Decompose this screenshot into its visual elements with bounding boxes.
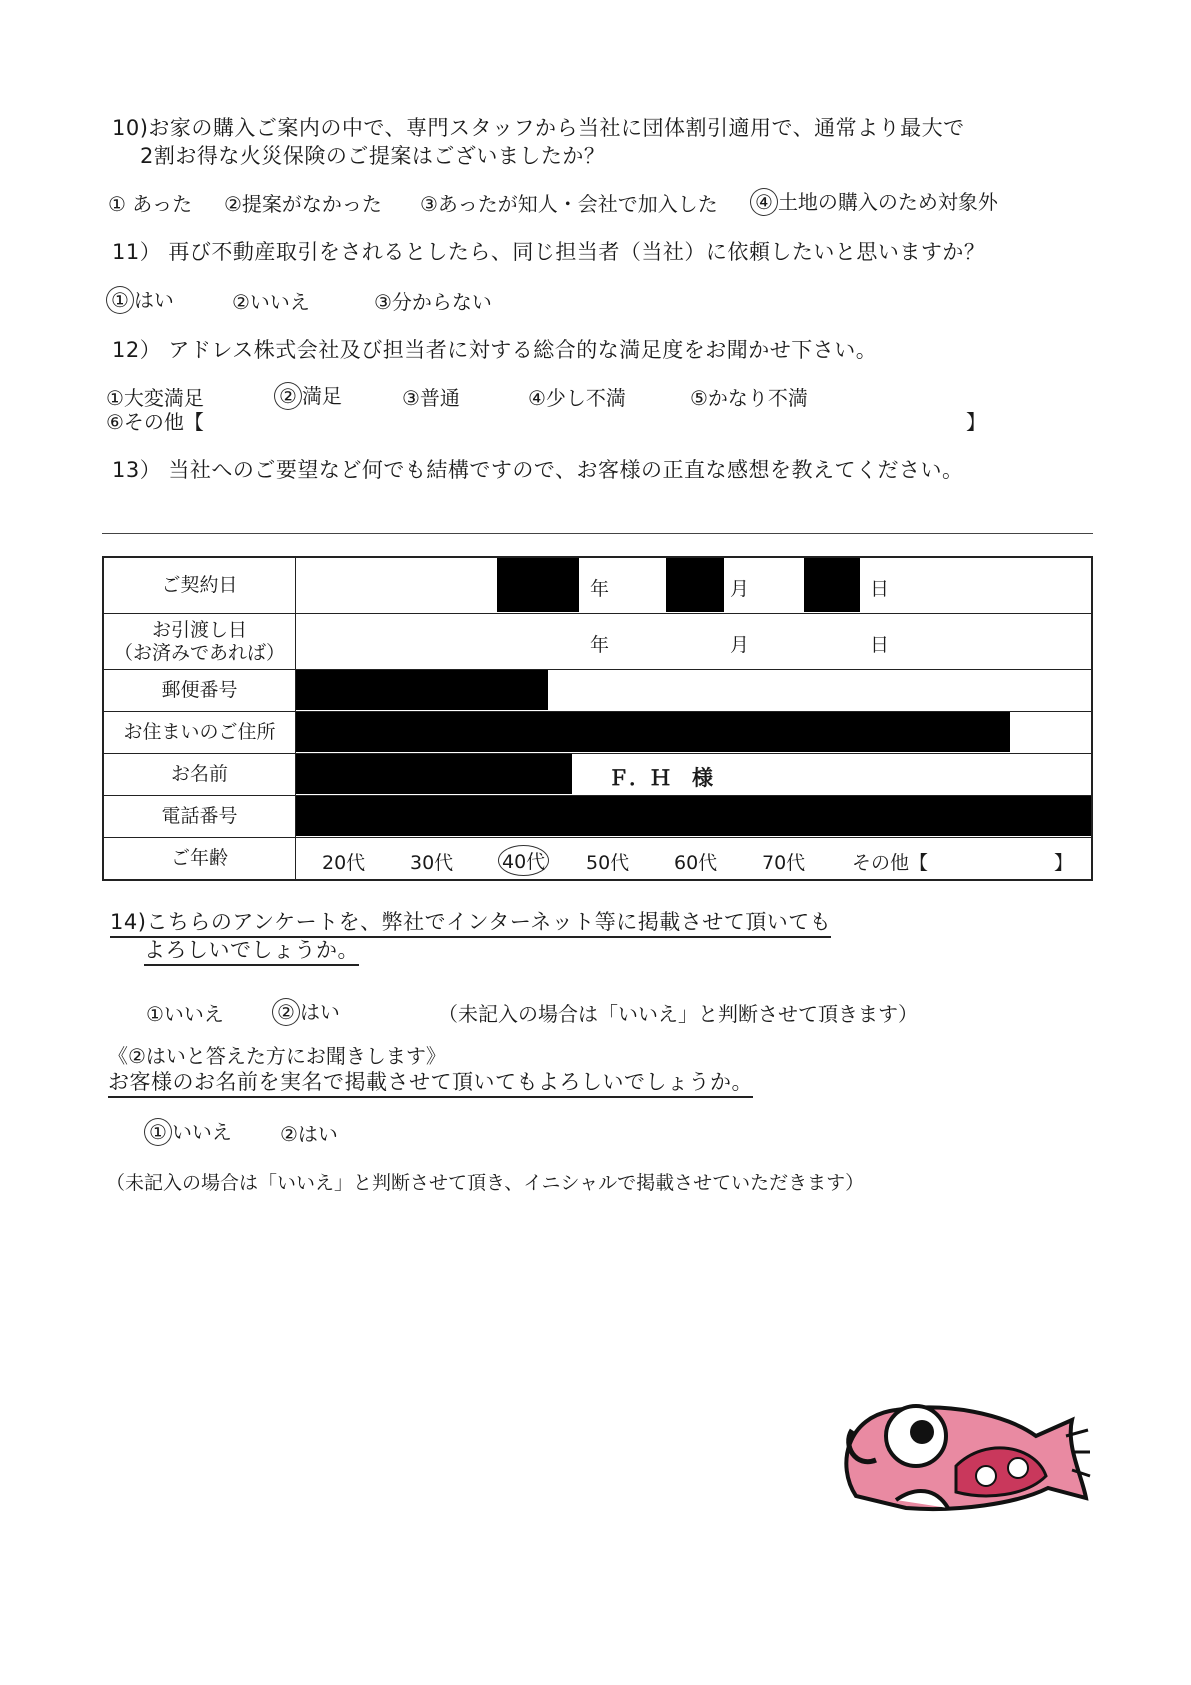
customer-info-table (102, 556, 1093, 881)
q14-line1-text: 14)こちらのアンケートを、弊社でインターネット等に掲載させて頂いても (110, 910, 831, 938)
followup-question (108, 1066, 753, 1096)
followup-option-1-mark: ① (144, 1118, 172, 1146)
age-option-other[interactable]: その他【 (852, 852, 929, 874)
handover-year-unit: 年 (590, 634, 610, 656)
followup-option-1-label: いいえ (171, 1120, 232, 1144)
q14-line2 (144, 934, 359, 964)
q12-option-2-mark: ② (274, 382, 302, 410)
followup-option-1[interactable] (144, 1116, 232, 1146)
redacted-phone (296, 796, 1091, 836)
handover-date-label-line1: お引渡し日 (151, 618, 247, 641)
row-name (104, 754, 1091, 796)
row-age (104, 838, 1091, 879)
q12-option-4[interactable]: ④少し不満 (528, 386, 626, 410)
q10-option-2[interactable]: ②提案がなかった (224, 192, 382, 216)
q12-option-1[interactable]: ①大変満足 (106, 386, 204, 410)
followup-option-2[interactable]: ②はい (280, 1122, 338, 1146)
q10-line1: 10)お家の購入ご案内の中で、専門スタッフから当社に団体割引適用で、通常より最大で (112, 116, 965, 140)
q14-option-2-label: はい (299, 1000, 340, 1024)
q11-option-1-label: はい (133, 288, 174, 312)
redacted-contract-year (497, 558, 579, 612)
age-option-40s[interactable]: 40代 (498, 845, 549, 876)
handover-date-label-line2: （お済みであれば） (113, 641, 285, 664)
q12-option-6[interactable]: ⑥その他【 (106, 410, 204, 434)
redacted-postal-code (296, 670, 548, 710)
q10-option-4-label: 土地の購入のため対象外 (777, 190, 998, 214)
q12-option-2[interactable] (274, 380, 342, 410)
q14-option-2[interactable] (272, 996, 340, 1026)
postal-code-label: 郵便番号 (104, 670, 296, 711)
fish-mascot-icon (836, 1396, 1094, 1514)
q12-option-3[interactable]: ③普通 (402, 386, 460, 410)
address-label: お住まいのご住所 (104, 712, 296, 753)
q11-question: 11） 再び不動産取引をされるとしたら、同じ担当者（当社）に依頼したいと思いますか？ (112, 240, 986, 264)
q13-question: 13） 当社へのご要望など何でも結構ですので、お客様の正直な感想を教えてください。 (112, 458, 964, 482)
q11-option-1[interactable] (106, 284, 174, 314)
followup-question-text: お客様のお名前を実名で掲載させて頂いてもよろしいでしょうか。 (108, 1070, 753, 1098)
row-postal-code (104, 670, 1091, 712)
redacted-contract-month (666, 558, 724, 612)
q11-option-1-mark: ① (106, 286, 134, 314)
redacted-address (296, 712, 1010, 752)
redacted-contract-day (804, 558, 860, 612)
row-address (104, 712, 1091, 754)
name-label: お名前 (104, 754, 296, 795)
contract-year-unit: 年 (590, 578, 610, 600)
age-option-60s[interactable]: 60代 (674, 852, 718, 874)
age-option-70s[interactable]: 70代 (762, 852, 806, 874)
q13-answer-line (102, 533, 1093, 534)
redacted-name (296, 754, 572, 794)
q14-line1 (110, 906, 831, 936)
row-contract-date (104, 558, 1091, 614)
contract-day-unit: 日 (870, 578, 890, 600)
phone-label: 電話番号 (104, 796, 296, 837)
q10-line2: 2割お得な火災保険のご提案はございましたか？ (140, 144, 606, 168)
age-option-50s[interactable]: 50代 (586, 852, 630, 874)
contract-date-label: ご契約日 (104, 558, 296, 613)
followup-note: （未記入の場合は「いいえ」と判断させて頂き、イニシャルで掲載させていただきます） (106, 1172, 865, 1194)
q12-option-5[interactable]: ⑤かなり不満 (690, 386, 808, 410)
age-label: ご年齢 (104, 838, 296, 879)
followup-intro: 《②はいと答えた方にお聞きします》 (108, 1044, 446, 1068)
q12-option-2-label: 満足 (301, 384, 342, 408)
handover-month-unit: 月 (730, 634, 750, 656)
q10-option-4-mark: ④ (750, 188, 778, 216)
age-option-other-close: 】 (1054, 852, 1074, 874)
handover-day-unit: 日 (870, 634, 890, 656)
q10-option-1[interactable]: ① あった (108, 192, 193, 216)
q14-option-1[interactable]: ①いいえ (146, 1002, 224, 1026)
row-handover-date (104, 614, 1091, 670)
q14-option-2-mark: ② (272, 998, 300, 1026)
age-option-20s[interactable]: 20代 (322, 852, 366, 874)
q12-option-6-close: 】 (966, 410, 986, 434)
q14-note: （未記入の場合は「いいえ」と判断させて頂きます） (438, 1002, 918, 1026)
q14-line2-text: よろしいでしょうか。 (144, 938, 359, 966)
name-value: Ｆ．Ｈ 様 (608, 765, 713, 790)
age-option-30s[interactable]: 30代 (410, 852, 454, 874)
contract-month-unit: 月 (730, 578, 750, 600)
q11-option-3[interactable]: ③分からない (374, 290, 492, 314)
q10-option-4[interactable] (756, 186, 998, 216)
handover-date-label (104, 614, 296, 669)
q11-option-2[interactable]: ②いいえ (232, 290, 310, 314)
q12-question: 12） アドレス株式会社及び担当者に対する総合的な満足度をお聞かせ下さい。 (112, 338, 878, 362)
row-phone (104, 796, 1091, 838)
q10-option-3[interactable]: ③あったが知人・会社で加入した (420, 192, 718, 216)
